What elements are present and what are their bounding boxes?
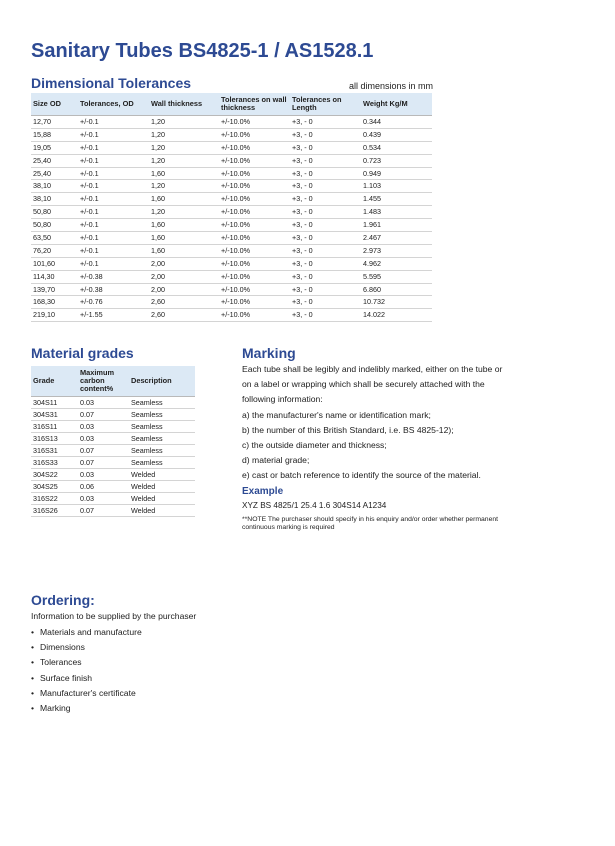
table-cell: 10.732 (361, 296, 432, 309)
table-cell: +/-0.38 (78, 283, 149, 296)
table-cell: 0.07 (78, 457, 129, 469)
table-cell: 0.03 (78, 433, 129, 445)
table-header-row (31, 93, 432, 116)
table-cell: +/-10.0% (219, 128, 290, 141)
ordering-heading: Ordering: (31, 592, 95, 608)
table-row (31, 128, 432, 141)
table-cell: +/-10.0% (219, 167, 290, 180)
bullet-icon: • (31, 627, 35, 637)
table-cell: 38,10 (31, 193, 78, 206)
material-grades-heading: Material grades (31, 345, 134, 361)
table-cell: +3, - 0 (290, 141, 361, 154)
table-cell: +/-0.1 (78, 206, 149, 219)
table-row (31, 457, 195, 469)
bullet-icon: • (31, 702, 35, 713)
table-cell: 0.06 (78, 481, 129, 493)
table-cell: 2,60 (149, 296, 219, 309)
table-cell: 304S11 (31, 397, 78, 409)
table-cell: Seamless (129, 409, 195, 421)
table-row (31, 296, 432, 309)
table-cell: 0.439 (361, 128, 432, 141)
table-cell: +3, - 0 (290, 257, 361, 270)
table-cell: 168,30 (31, 296, 78, 309)
table-cell: Seamless (129, 397, 195, 409)
table-cell: Welded (129, 481, 195, 493)
table-cell: 0.07 (78, 445, 129, 457)
table-cell: 316S31 (31, 445, 78, 457)
ordering-list (31, 625, 142, 716)
table-cell: 1.455 (361, 193, 432, 206)
table-header-row (31, 366, 195, 397)
table-cell: 1,20 (149, 206, 219, 219)
table-cell: 0.03 (78, 469, 129, 481)
table-cell: +/-0.1 (78, 180, 149, 193)
table-cell: 0.03 (78, 421, 129, 433)
column-header: Description (129, 366, 195, 397)
table-cell: +3, - 0 (290, 154, 361, 167)
table-cell: 2.973 (361, 244, 432, 257)
table-cell: +/-0.1 (78, 244, 149, 257)
column-header: Weight Kg/M (361, 93, 432, 116)
table-row (31, 421, 195, 433)
marking-heading: Marking (242, 345, 296, 361)
table-row (31, 167, 432, 180)
table-cell: +/-0.1 (78, 193, 149, 206)
table-cell: 50,80 (31, 206, 78, 219)
table-row (31, 469, 195, 481)
table-row (31, 154, 432, 167)
table-cell: +3, - 0 (290, 283, 361, 296)
table-cell: +/-1.55 (78, 309, 149, 322)
column-header: Size OD (31, 93, 78, 116)
table-cell: 1,20 (149, 154, 219, 167)
table-cell: +/-10.0% (219, 309, 290, 322)
table-row (31, 445, 195, 457)
table-cell: +/-0.1 (78, 232, 149, 245)
table-row (31, 244, 432, 257)
table-row (31, 257, 432, 270)
table-cell: +3, - 0 (290, 167, 361, 180)
table-cell: 219,10 (31, 309, 78, 322)
marking-body (242, 362, 510, 484)
table-cell: 12,70 (31, 116, 78, 129)
table-row (31, 116, 432, 129)
list-item: • Dimensions (31, 640, 142, 655)
ordering-intro: Information to be supplied by the purchaser (31, 611, 197, 621)
table-row (31, 309, 432, 322)
table-cell: 0.07 (78, 409, 129, 421)
bullet-icon: • (31, 657, 35, 668)
table-cell: 0.949 (361, 167, 432, 180)
table-cell: +3, - 0 (290, 244, 361, 257)
table-cell: +3, - 0 (290, 193, 361, 206)
table-cell: 2,60 (149, 309, 219, 322)
table-cell: +/-10.0% (219, 141, 290, 154)
table-cell: 2,00 (149, 283, 219, 296)
table-cell: 1,20 (149, 116, 219, 129)
column-header: Maximum carbon content% (78, 366, 129, 397)
table-cell: 0.07 (78, 505, 129, 517)
table-cell: +/-10.0% (219, 270, 290, 283)
table-row (31, 193, 432, 206)
table-row (31, 141, 432, 154)
table-cell: 0.03 (78, 397, 129, 409)
table-cell: +/-0.1 (78, 154, 149, 167)
bullet-icon: • (31, 687, 35, 698)
table-cell: +3, - 0 (290, 219, 361, 232)
table-cell: 316S11 (31, 421, 78, 433)
table-cell: +/-0.1 (78, 116, 149, 129)
table-cell: 1,20 (149, 128, 219, 141)
table-cell: Seamless (129, 457, 195, 469)
marking-item: c) the outside diameter and thickness; (242, 440, 387, 451)
table-row (31, 505, 195, 517)
table-cell: +3, - 0 (290, 296, 361, 309)
table-cell: 316S26 (31, 505, 78, 517)
table-cell: 304S22 (31, 469, 78, 481)
table-cell: 114,30 (31, 270, 78, 283)
bullet-icon: • (31, 672, 35, 683)
marking-item: a) the manufacturer's name or identification mark; (242, 409, 431, 420)
table-cell: 19,05 (31, 141, 78, 154)
table-row (31, 481, 195, 493)
table-cell: Welded (129, 469, 195, 481)
list-item: • Marking (31, 701, 142, 716)
table-cell: Seamless (129, 445, 195, 457)
table-row (31, 397, 195, 409)
table-row (31, 270, 432, 283)
table-cell: 50,80 (31, 219, 78, 232)
table-cell: +/-0.38 (78, 270, 149, 283)
table-row (31, 206, 432, 219)
table-cell: 304S31 (31, 409, 78, 421)
table-cell: +/-0.1 (78, 167, 149, 180)
table-cell: 14.022 (361, 309, 432, 322)
dimensional-tolerances-heading: Dimensional Tolerances (31, 75, 192, 91)
bullet-icon: • (31, 642, 35, 653)
table-row (31, 493, 195, 505)
table-cell: 1.961 (361, 219, 432, 232)
table-row (31, 219, 432, 232)
table-cell: 2.467 (361, 232, 432, 245)
table-row (31, 180, 432, 193)
list-item: • Materials and manufacture (31, 625, 142, 640)
table-cell: +/-0.1 (78, 128, 149, 141)
table-cell: 101,60 (31, 257, 78, 270)
table-cell: +3, - 0 (290, 128, 361, 141)
table-cell: 4.962 (361, 257, 432, 270)
table-cell: 316S13 (31, 433, 78, 445)
table-cell: Welded (129, 493, 195, 505)
table-cell: +3, - 0 (290, 270, 361, 283)
table-cell: +/-0.1 (78, 219, 149, 232)
table-cell: 316S22 (31, 493, 78, 505)
table-cell: +/-0.1 (78, 257, 149, 270)
column-header: Tolerances, OD (78, 93, 149, 116)
table-cell: 1,60 (149, 244, 219, 257)
table-cell: 0.534 (361, 141, 432, 154)
material-grades-table (31, 366, 195, 517)
table-cell: 1,60 (149, 232, 219, 245)
table-cell: 25,40 (31, 167, 78, 180)
table-cell: 15,88 (31, 128, 78, 141)
table-cell: +/-0.76 (78, 296, 149, 309)
table-row (31, 409, 195, 421)
example-heading: Example (242, 486, 284, 497)
table-cell: 304S25 (31, 481, 78, 493)
dimensions-unit-note: all dimensions in mm (349, 81, 434, 91)
table-cell: +/-10.0% (219, 283, 290, 296)
table-cell: +3, - 0 (290, 116, 361, 129)
table-cell: 25,40 (31, 154, 78, 167)
table-cell: 2,00 (149, 270, 219, 283)
table-cell: Seamless (129, 433, 195, 445)
table-cell: +/-10.0% (219, 116, 290, 129)
page-title: Sanitary Tubes BS4825-1 / AS1528.1 (31, 40, 374, 62)
table-cell: +/-10.0% (219, 232, 290, 245)
table-cell: +/-0.1 (78, 141, 149, 154)
marking-item: b) the number of this British Standard, i.e. BS 4825-12); (242, 424, 454, 435)
marking-intro: Each tube shall be legibly and indelibly marked, either on the tube or on a label or wrapping which shall be securely attached with the following information: (242, 364, 503, 405)
table-cell: +/-10.0% (219, 257, 290, 270)
table-cell: 0.344 (361, 116, 432, 129)
table-cell: +/-10.0% (219, 154, 290, 167)
table-cell: 316S33 (31, 457, 78, 469)
example-text: XYZ BS 4825/1 25.4 1.6 304S14 A1234 (242, 501, 387, 510)
table-cell: Welded (129, 505, 195, 517)
table-cell: 0.723 (361, 154, 432, 167)
table-row (31, 283, 432, 296)
table-cell: 6.860 (361, 283, 432, 296)
column-header: Tolerances on Length (290, 93, 361, 116)
table-cell: 1,20 (149, 141, 219, 154)
table-row (31, 433, 195, 445)
table-cell: 5.595 (361, 270, 432, 283)
table-cell: +/-10.0% (219, 180, 290, 193)
table-cell: 1,20 (149, 180, 219, 193)
table-cell: +3, - 0 (290, 206, 361, 219)
table-cell: 38,10 (31, 180, 78, 193)
column-header: Grade (31, 366, 78, 397)
table-cell: +/-10.0% (219, 244, 290, 257)
table-cell: +/-10.0% (219, 193, 290, 206)
table-cell: 1.103 (361, 180, 432, 193)
table-cell: +/-10.0% (219, 219, 290, 232)
table-cell: +/-10.0% (219, 296, 290, 309)
list-item: • Surface finish (31, 671, 142, 686)
table-cell: +3, - 0 (290, 180, 361, 193)
dimensional-tolerances-table (31, 93, 432, 322)
list-item: • Manufacturer's certificate (31, 686, 142, 701)
marking-note: **NOTE The purchaser should specify in his enquiry and/or order whether permanent continuous marking is required (242, 516, 499, 531)
marking-item: e) cast or batch reference to identify the source of the material. (242, 470, 481, 481)
table-cell: 76,20 (31, 244, 78, 257)
table-cell: 139,70 (31, 283, 78, 296)
column-header: Wall thickness (149, 93, 219, 116)
table-cell: +3, - 0 (290, 309, 361, 322)
table-cell: +/-10.0% (219, 206, 290, 219)
marking-item: d) material grade; (242, 455, 310, 466)
table-cell: Seamless (129, 421, 195, 433)
table-cell: 0.03 (78, 493, 129, 505)
table-cell: 63,50 (31, 232, 78, 245)
table-row (31, 232, 432, 245)
list-item: • Tolerances (31, 655, 142, 670)
table-cell: +3, - 0 (290, 232, 361, 245)
column-header: Tolerances on wall thickness (219, 93, 290, 116)
table-cell: 2,00 (149, 257, 219, 270)
table-cell: 1,60 (149, 167, 219, 180)
table-cell: 1.483 (361, 206, 432, 219)
table-cell: 1,60 (149, 193, 219, 206)
table-cell: 1,60 (149, 219, 219, 232)
